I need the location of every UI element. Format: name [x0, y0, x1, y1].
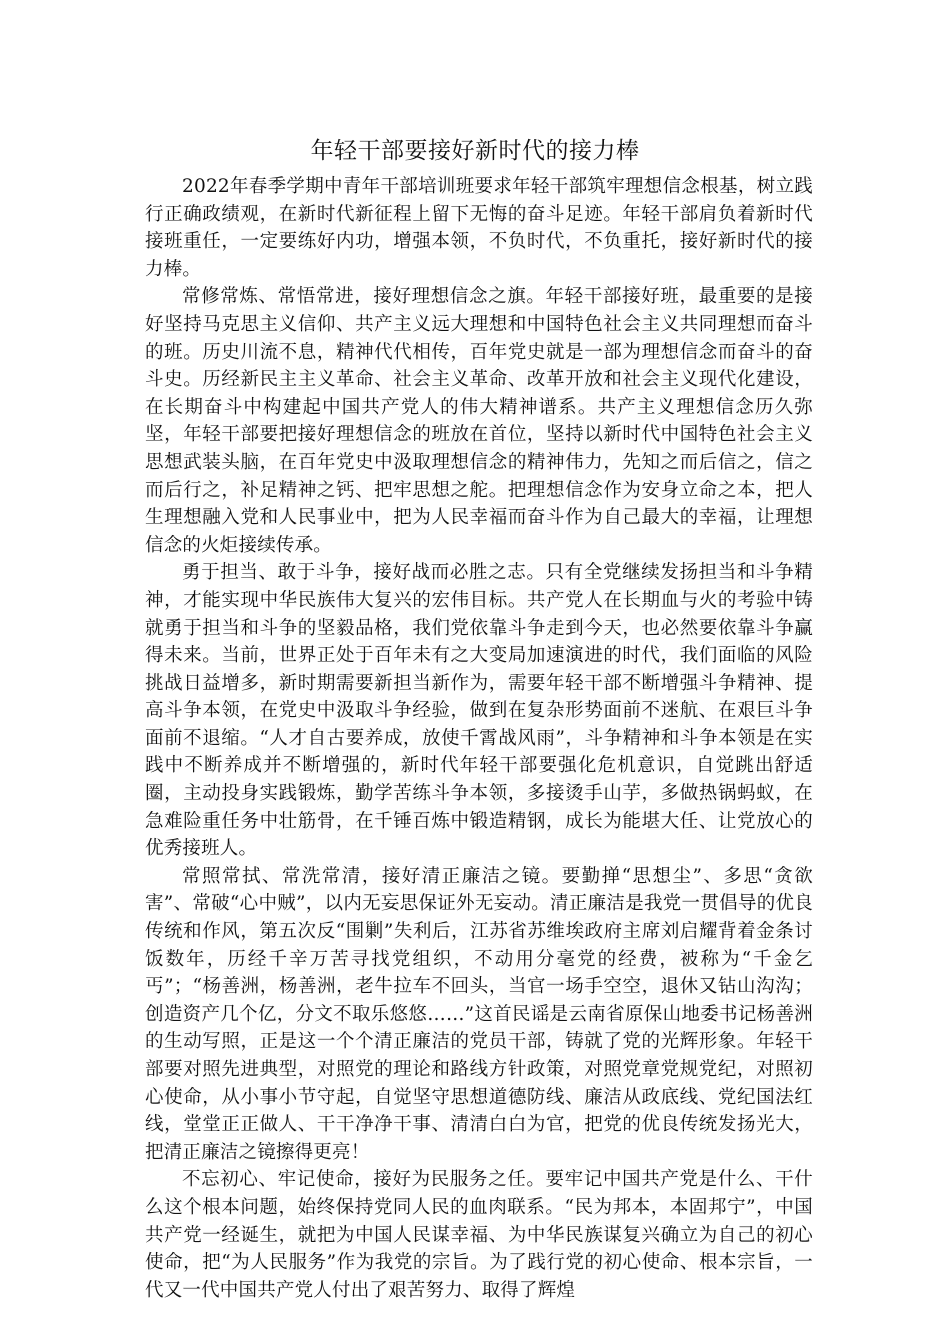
- paragraph-integrity: 常照常拭、常洗常清，接好清正廉洁之镜。要勤掸“思想尘”、多思“贪欲害”、常破“心中贼”，以内无妄思保证外无妄动。清正廉洁是我党一贯倡导的优良传统和作风，第五次反“围剿”失利后，江苏省苏维埃政府主席刘启耀背着金条讨饭数年，历经千辛万苦寻找党组织，不动用分毫党的经费，被称为“千金乞丐”；“杨善洲，杨善洲，老牛拉车不回头，当官一场手空空，退休又钻山沟沟；创造资产几个亿，分文不取乐悠悠……”这首民谣是云南省原保山地委书记杨善洲的生动写照，正是这一个个清正廉洁的党员干部，铸就了党的光辉形象。年轻干部要对照先进典型，对照党的理论和路线方针政策，对照党章党规党纪，对照初心使命，从小事小节守起，自觉坚守思想道德防线、廉洁从政底线、党纪国法红线，堂堂正正做人、干干净净干事、清清白白为官，把党的优良传统发扬光大，把清正廉洁之镜擦得更亮！: [145, 865, 813, 1163]
- paragraph-service: 不忘初心、牢记使命，接好为民服务之任。要牢记中国共产党是什么、干什么这个根本问题，始终保持党同人民的血肉联系。“民为邦本，本固邦宁”，中国共产党一经诞生，就把为中国人民谋幸福、为中华民族谋复兴确立为自己的初心使命，把“为人民服务”作为我党的宗旨。为了践行党的初心使命、根本宗旨，一代又一代中国共产党人付出了艰苦努力、取得了辉煌: [145, 1169, 813, 1301]
- document-title: 年轻干部要接好新时代的接力棒: [310, 138, 640, 164]
- document-body: [145, 173, 813, 1304]
- paragraph-struggle: 勇于担当、敢于斗争，接好战而必胜之志。只有全党继续发扬担当和斗争精神，才能实现中华民族伟大复兴的宏伟目标。共产党人在长期血与火的考验中铸就勇于担当和斗争的坚毅品格，我们党依靠斗争走到今天，也必然要依靠斗争赢得未来。当前，世界正处于百年未有之大变局加速演进的时代，我们面临的风险挑战日益增多，新时期需要新担当新作为，需要年轻干部不断增强斗争精神、提高斗争本领，在党史中汲取斗争经验，做到在复杂形势面前不迷航、在艰巨斗争面前不退缩。“人才自古要养成，放使千霄战风雨”，斗争精神和斗争本领是在实践中不断养成并不断增强的，新时代年轻干部要强化危机意识，自觉跳出舒适圈，主动投身实践锻炼，勤学苦练斗争本领，多接烫手山芋，多做热锅蚂蚁，在急难险重任务中壮筋骨，在千锤百炼中锻造精钢，成长为能堪大任、让党放心的优秀接班人。: [145, 562, 813, 860]
- paragraph-ideals: 常修常炼、常悟常进，接好理想信念之旗。年轻干部接好班，最重要的是接好坚持马克思主义信仰、共产主义远大理想和中国特色社会主义共同理想而奋斗的班。历史川流不息，精神代代相传，百年党史就是一部为理想信念而奋斗的奋斗史。历经新民主主义革命、社会主义革命、改革开放和社会主义现代化建设，在长期奋斗中构建起中国共产党人的伟大精神谱系。共产主义理想信念历久弥坚，年轻干部要把接好理想信念的班放在首位，坚持以新时代中国特色社会主义思想武装头脑，在百年党史中汲取理想信念的精神伟力，先知之而后信之，信之而后行之，补足精神之钙、把牢思想之舵。把理想信念作为安身立命之本，把人生理想融入党和人民事业中，把为人民幸福而奋斗作为自己最大的幸福，让理想信念的火炬接续传承。: [145, 286, 813, 556]
- paragraph-intro: 2022年春季学期中青年干部培训班要求年轻干部筑牢理想信念根基，树立践行正确政绩观，在新时代新征程上留下无悔的奋斗足迹。年轻干部肩负着新时代接班重任，一定要练好内功，增强本领，不负时代，不负重托，接好新时代的接力棒。: [145, 176, 813, 280]
